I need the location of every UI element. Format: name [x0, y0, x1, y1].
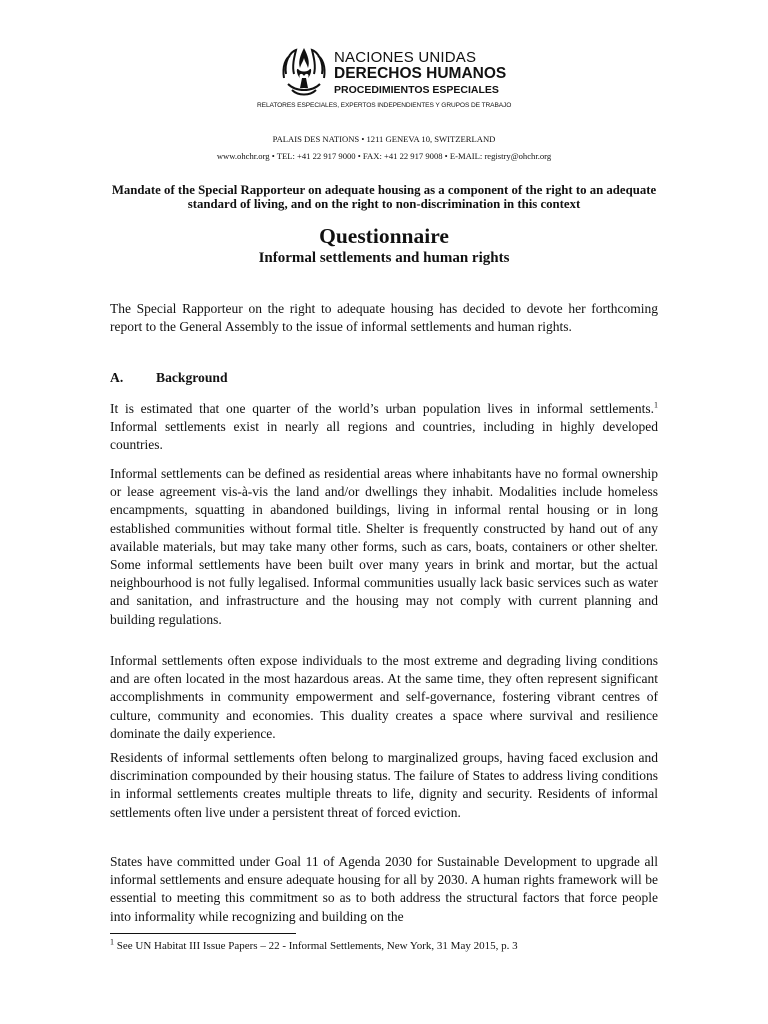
section-number: A.	[110, 370, 124, 385]
contact-line: www.ohchr.org • TEL: +41 22 917 9000 • FAX: +41 22 917 9008 • E-MAIL: registry@ohchr.org	[216, 151, 552, 161]
logo-line-un: NACIONES UNIDAS	[334, 49, 477, 66]
logo-line-special-procedures: PROCEDIMIENTOS ESPECIALES	[334, 84, 499, 96]
un-human-rights-emblem-icon	[278, 44, 330, 104]
document-title: Questionnaire	[319, 224, 449, 248]
footnote-reference[interactable]: 1	[654, 400, 658, 410]
paragraph-residents: Residents of informal settlements often belong to marginalized groups, having faced exclusion and discrimination compounded by their housing status. The failure of States to address living conditions in informal settlements creates multiple threats to life, dignity and security. Residents of informal settlements often live under a persistent threat of forced eviction.	[110, 750, 658, 820]
intro-paragraph: The Special Rapporteur on the right to adequate housing has decided to devote her forthcoming report to the General Assembly to the issue of informal settlements and human rights.	[110, 301, 658, 335]
paragraph-estimate	[110, 400, 658, 455]
section-title: Background	[156, 370, 228, 385]
footnote-text: See UN Habitat III Issue Papers – 22 - Informal Settlements, New York, 31 May 2015, p. 3	[114, 940, 518, 952]
address-line: PALAIS DES NATIONS • 1211 GENEVA 10, SWITZERLAND	[272, 134, 496, 144]
paragraph-estimate-text: It is estimated that one quarter of the world’s urban population lives in informal settlements.	[110, 401, 654, 416]
paragraph-estimate-text-cont: Informal settlements exist in nearly all regions and countries, including in highly developed countries.	[110, 419, 658, 453]
letterhead-logo	[257, 44, 512, 116]
footnote	[110, 937, 518, 952]
document-subtitle: Informal settlements and human rights	[258, 250, 510, 266]
paragraph-definition: Informal settlements can be defined as residential areas where inhabitants have no formal ownership or lease agreement vis-à-vis the land and/or dwellings they inhabit. Modalities include homeless encampments, squatting in abandoned buildings, living in informal rental housing or in long established communities without formal title. Shelter is frequently constructed by hand out of any available materials, but may take many other forms, such as cars, boats, containers or other shelter. Some informal settlements have been built over many years in brink and mortar, but the actual neighbourhood is not fully legalised. Informal communities usually lack basic services such as water and sanitation, and infrastructure and the housing may not comply with current planning and building regulations.	[110, 466, 658, 627]
mandate-heading: Mandate of the Special Rapporteur on adequate housing as a component of the right to an adequate standard of living, and on the right to non-discrimination in this context	[111, 183, 657, 211]
footnote-number: 1	[110, 937, 114, 947]
section-heading	[110, 370, 228, 386]
footnote-divider	[110, 933, 296, 934]
logo-line-human-rights: DERECHOS HUMANOS	[334, 65, 507, 82]
paragraph-conditions: Informal settlements often expose individuals to the most extreme and degrading living conditions and are often located in the most hazardous areas. At the same time, they often represent significant accomplishments in community empowerment and self-governance, fostering vibrant centres of culture, community and economies. This duality creates a space where survival and resilience dominate the daily experience.	[110, 653, 658, 741]
paragraph-states: States have committed under Goal 11 of Agenda 2030 for Sustainable Development to upgrade all informal settlements and ensure adequate housing for all by 2030. A human rights framework will be essential to meeting this commitment so as to both address the structural factors that force people into informality while recognizing and building on the	[110, 854, 658, 924]
logo-line-rapporteurs: RELATORES ESPECIALES, EXPERTOS INDEPENDIENTES Y GRUPOS DE TRABAJO	[257, 102, 512, 109]
